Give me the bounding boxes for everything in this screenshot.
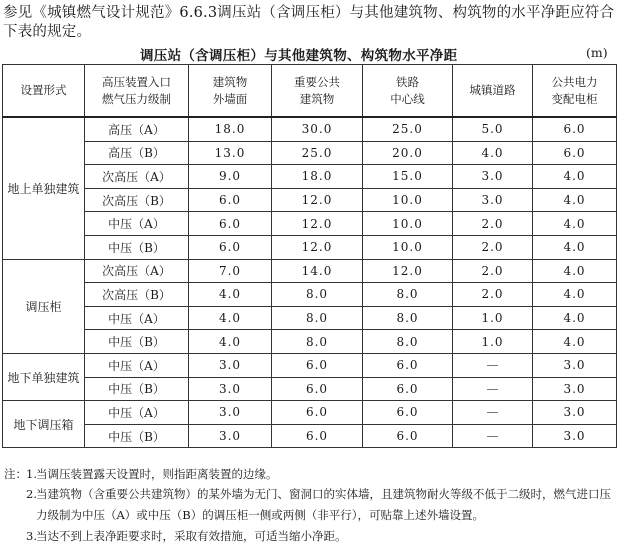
building-wall-distance-cell: 6.0 <box>189 212 272 236</box>
pressure-level-cell: 次高压（A） <box>85 259 189 283</box>
railway-distance-cell: 6.0 <box>363 424 453 448</box>
pressure-level-cell: 中压（B） <box>85 330 189 354</box>
building-wall-distance-cell: 6.0 <box>189 188 272 212</box>
group-name-cell: 地上单独建筑 <box>3 117 85 259</box>
table-row <box>3 188 617 212</box>
railway-distance-cell: 10.0 <box>363 188 453 212</box>
pressure-level-cell: 中压（A） <box>85 306 189 330</box>
pressure-level-cell: 中压（B） <box>85 377 189 401</box>
road-distance-cell: 3.0 <box>453 188 533 212</box>
road-distance-cell: 3.0 <box>453 165 533 189</box>
table-title: 调压站（含调压柜）与其他建筑物、构筑物水平净距 <box>140 48 458 64</box>
header-pressure-level <box>85 65 189 118</box>
table-row <box>3 117 617 141</box>
table-row <box>3 377 617 401</box>
notes-section <box>4 464 616 546</box>
road-distance-cell: — <box>453 377 533 401</box>
header-railway-line2: 中心线 <box>390 91 425 106</box>
building-wall-distance-cell: 3.0 <box>189 401 272 425</box>
railway-distance-cell: 6.0 <box>363 401 453 425</box>
table-row <box>3 259 617 283</box>
public-building-distance-cell: 12.0 <box>272 212 363 236</box>
road-distance-cell: — <box>453 353 533 377</box>
power-cabinet-distance-cell: 4.0 <box>533 259 617 283</box>
power-cabinet-distance-cell: 3.0 <box>533 353 617 377</box>
group-name-cell: 调压柜 <box>3 259 85 353</box>
group-name-cell: 地下单独建筑 <box>3 353 85 400</box>
table-row <box>3 165 617 189</box>
public-building-distance-cell: 30.0 <box>272 117 363 141</box>
road-distance-cell: 1.0 <box>453 330 533 354</box>
pressure-level-cell: 中压（B） <box>85 424 189 448</box>
header-pressure-level-line1: 高压装置入口 <box>102 74 171 89</box>
power-cabinet-distance-cell: 4.0 <box>533 188 617 212</box>
header-road: 城镇道路 <box>453 65 533 118</box>
note-item-3 <box>4 526 616 546</box>
power-cabinet-distance-cell: 3.0 <box>533 401 617 425</box>
public-building-distance-cell: 18.0 <box>272 165 363 189</box>
public-building-distance-cell: 25.0 <box>272 141 363 165</box>
railway-distance-cell: 25.0 <box>363 117 453 141</box>
note-item-2 <box>4 484 616 526</box>
road-distance-cell: 2.0 <box>453 283 533 307</box>
notes-label: 注： <box>4 467 27 481</box>
note-text: 当建筑物（含重要公共建筑物）的某外墙为无门、窗洞口的实体墙，且建筑物耐火等级不低于二级时，燃气进口压力级制为中压（A）或中压（B）的调压柜一侧或两侧（非平行），可贴靠上述外墙设置。 <box>36 487 611 522</box>
railway-distance-cell: 12.0 <box>363 259 453 283</box>
public-building-distance-cell: 6.0 <box>272 353 363 377</box>
table-row <box>3 353 617 377</box>
intro-paragraph: 参见《城镇燃气设计规范》6.6.3调压站（含调压柜）与其他建筑物、构筑物的水平净距应符合下表的规定。 <box>3 5 615 40</box>
road-distance-cell: 2.0 <box>453 235 533 259</box>
public-building-distance-cell: 6.0 <box>272 424 363 448</box>
header-row <box>3 65 617 118</box>
pressure-level-cell: 高压（A） <box>85 117 189 141</box>
building-wall-distance-cell: 6.0 <box>189 235 272 259</box>
road-distance-cell: 4.0 <box>453 141 533 165</box>
railway-distance-cell: 6.0 <box>363 353 453 377</box>
note-index: 3. <box>26 529 37 543</box>
building-wall-distance-cell: 3.0 <box>189 353 272 377</box>
building-wall-distance-cell: 4.0 <box>189 306 272 330</box>
power-cabinet-distance-cell: 4.0 <box>533 212 617 236</box>
public-building-distance-cell: 8.0 <box>272 330 363 354</box>
pressure-level-cell: 高压（B） <box>85 141 189 165</box>
pressure-level-cell: 中压（A） <box>85 353 189 377</box>
table-row <box>3 306 617 330</box>
railway-distance-cell: 20.0 <box>363 141 453 165</box>
building-wall-distance-cell: 18.0 <box>189 117 272 141</box>
building-wall-distance-cell: 4.0 <box>189 283 272 307</box>
power-cabinet-distance-cell: 4.0 <box>533 306 617 330</box>
table-row <box>3 401 617 425</box>
railway-distance-cell: 10.0 <box>363 235 453 259</box>
table-row <box>3 283 617 307</box>
public-building-distance-cell: 8.0 <box>272 306 363 330</box>
note-index: 2. <box>26 487 37 501</box>
table-row <box>3 235 617 259</box>
building-wall-distance-cell: 3.0 <box>189 424 272 448</box>
header-railway <box>363 65 453 118</box>
header-setting-form: 设置形式 <box>3 65 85 118</box>
pressure-level-cell: 中压（A） <box>85 212 189 236</box>
header-power-cabinet-line2: 变配电柜 <box>551 91 598 106</box>
building-wall-distance-cell: 7.0 <box>189 259 272 283</box>
power-cabinet-distance-cell: 4.0 <box>533 330 617 354</box>
railway-distance-cell: 15.0 <box>363 165 453 189</box>
table-caption <box>0 44 619 62</box>
power-cabinet-distance-cell: 4.0 <box>533 235 617 259</box>
building-wall-distance-cell: 3.0 <box>189 377 272 401</box>
header-public-building <box>272 65 363 118</box>
header-power-cabinet <box>533 65 617 118</box>
public-building-distance-cell: 6.0 <box>272 377 363 401</box>
power-cabinet-distance-cell: 4.0 <box>533 283 617 307</box>
railway-distance-cell: 10.0 <box>363 212 453 236</box>
table-row <box>3 141 617 165</box>
power-cabinet-distance-cell: 4.0 <box>533 165 617 189</box>
pressure-level-cell: 次高压（B） <box>85 283 189 307</box>
public-building-distance-cell: 8.0 <box>272 283 363 307</box>
building-wall-distance-cell: 4.0 <box>189 330 272 354</box>
railway-distance-cell: 6.0 <box>363 377 453 401</box>
pressure-level-cell: 次高压（B） <box>85 188 189 212</box>
pressure-level-cell: 次高压（A） <box>85 165 189 189</box>
header-building-wall <box>189 65 272 118</box>
pressure-level-cell: 中压（B） <box>85 235 189 259</box>
header-public-building-line2: 建筑物 <box>299 91 335 106</box>
table-row <box>3 330 617 354</box>
note-item-1 <box>4 464 616 484</box>
building-wall-distance-cell: 9.0 <box>189 165 272 189</box>
distance-table <box>2 64 617 448</box>
public-building-distance-cell: 12.0 <box>272 235 363 259</box>
note-text: 当达不到上表净距要求时，采取有效措施，可适当缩小净距。 <box>36 529 347 543</box>
header-building-wall-line1: 建筑物 <box>212 74 248 89</box>
note-index: 1. <box>26 467 37 481</box>
header-railway-line1: 铁路 <box>396 74 419 89</box>
road-distance-cell: — <box>453 401 533 425</box>
railway-distance-cell: 8.0 <box>363 306 453 330</box>
header-public-building-line1: 重要公共 <box>294 74 340 89</box>
railway-distance-cell: 8.0 <box>363 283 453 307</box>
power-cabinet-distance-cell: 6.0 <box>533 117 617 141</box>
table-row <box>3 424 617 448</box>
pressure-level-cell: 中压（A） <box>85 401 189 425</box>
table-body <box>3 117 617 448</box>
power-cabinet-distance-cell: 3.0 <box>533 424 617 448</box>
header-pressure-level-line2: 燃气压力级制 <box>102 91 171 106</box>
road-distance-cell: 2.0 <box>453 212 533 236</box>
public-building-distance-cell: 6.0 <box>272 401 363 425</box>
building-wall-distance-cell: 13.0 <box>189 141 272 165</box>
power-cabinet-distance-cell: 6.0 <box>533 141 617 165</box>
header-building-wall-line2: 外墙面 <box>212 91 248 106</box>
group-name-cell: 地下调压箱 <box>3 401 85 448</box>
road-distance-cell: — <box>453 424 533 448</box>
table-unit: (m) <box>586 45 608 60</box>
power-cabinet-distance-cell: 3.0 <box>533 377 617 401</box>
road-distance-cell: 1.0 <box>453 306 533 330</box>
public-building-distance-cell: 12.0 <box>272 188 363 212</box>
public-building-distance-cell: 14.0 <box>272 259 363 283</box>
note-text: 当调压装置露天设置时，则指距离装置的边缘。 <box>36 467 278 481</box>
road-distance-cell: 5.0 <box>453 117 533 141</box>
railway-distance-cell: 8.0 <box>363 330 453 354</box>
table-row <box>3 212 617 236</box>
road-distance-cell: 2.0 <box>453 259 533 283</box>
header-power-cabinet-line1: 公共电力 <box>551 74 598 89</box>
